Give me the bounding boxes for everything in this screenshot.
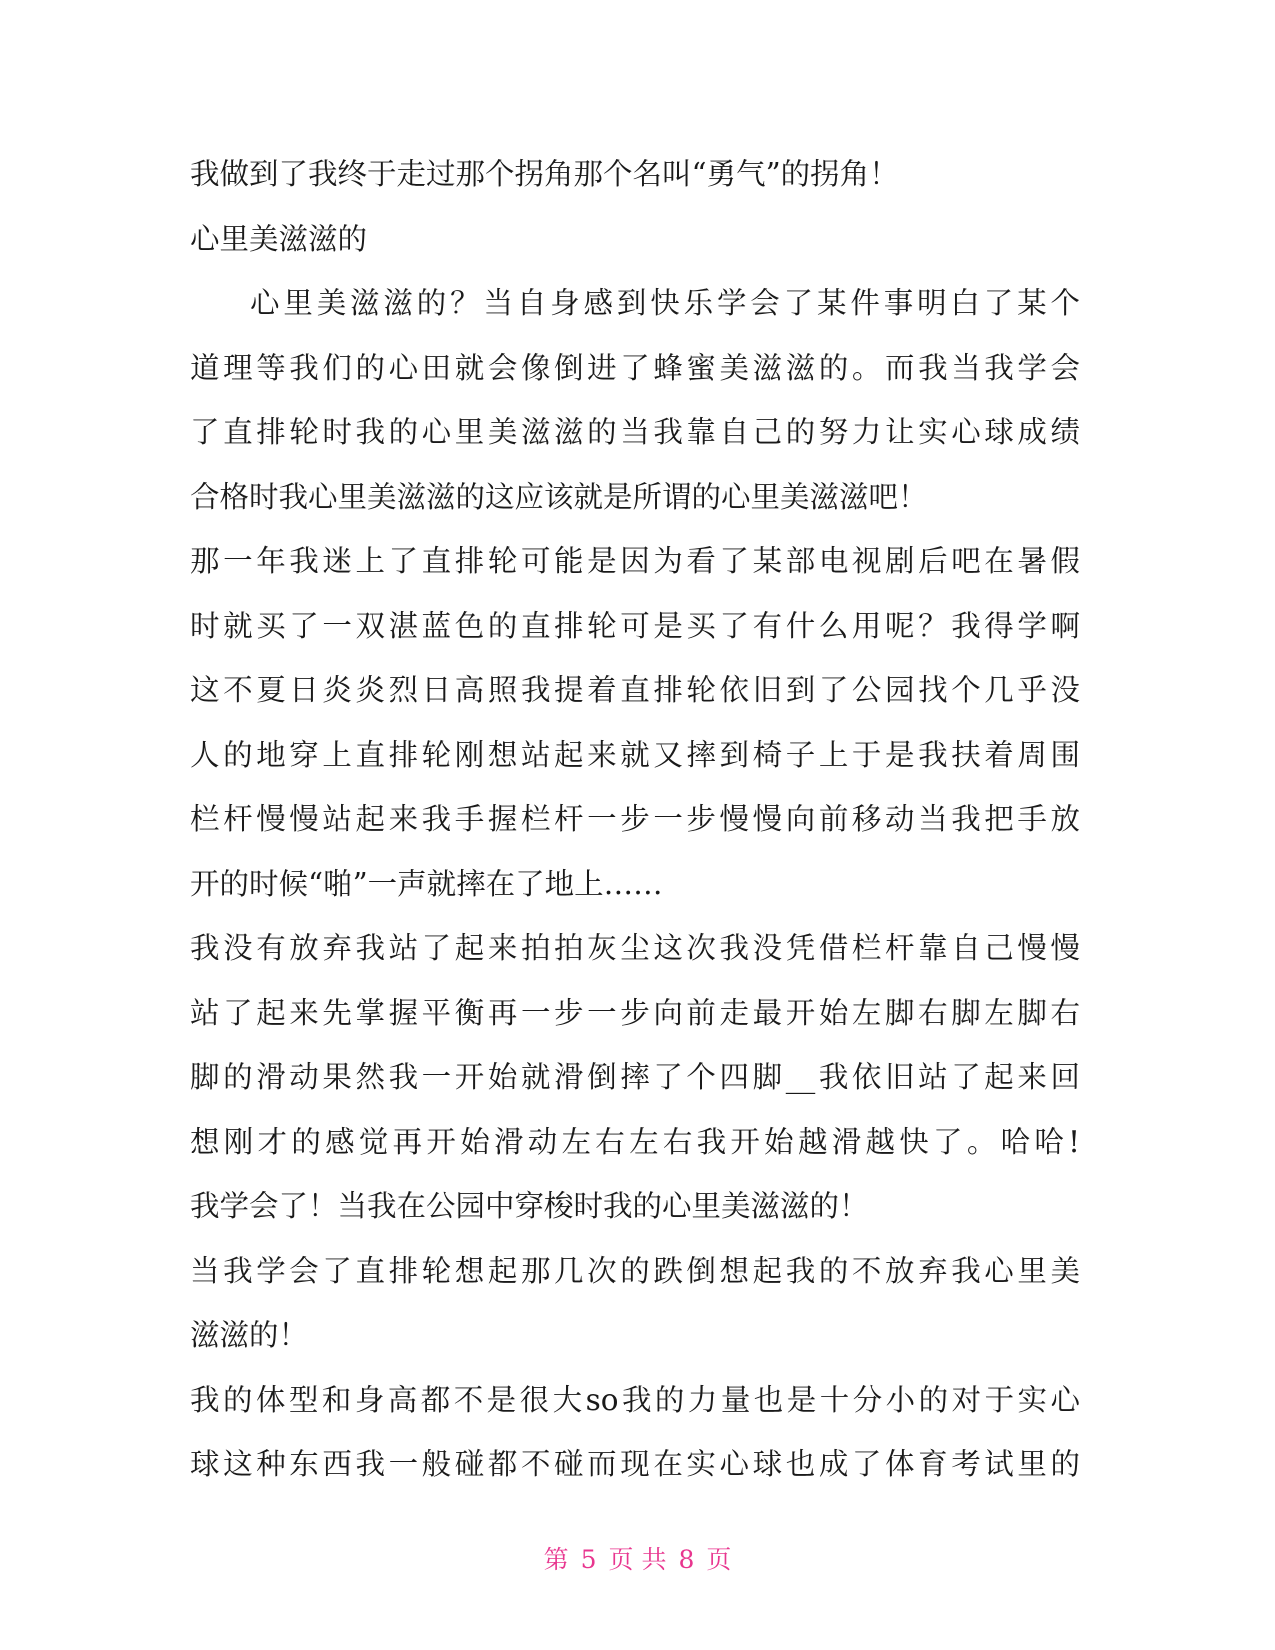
text-line: 站了起来先掌握平衡再一步一步向前走最开始左脚右脚左脚右 xyxy=(190,995,1080,1030)
text-line: 当我学会了直排轮想起那几次的跌倒想起我的不放弃我心里美 xyxy=(190,1253,1080,1288)
text-line: 栏杆慢慢站起来我手握栏杆一步一步慢慢向前移动当我把手放 xyxy=(190,802,1080,836)
text-line: 合格时我心里美滋滋的这应该就是所谓的心里美滋滋吧！ xyxy=(190,479,928,514)
text-line: 心里美滋滋的？当自身感到快乐学会了某件事明白了某个 xyxy=(250,286,1080,320)
text-line: 那一年我迷上了直排轮可能是因为看了某部电视剧后吧在暑假 xyxy=(190,544,1080,578)
text-line: 想刚才的感觉再开始滑动左右左右我开始越滑越快了。哈哈! xyxy=(190,1124,1080,1159)
page-label-suffix: 页 xyxy=(706,1545,732,1574)
text-line: 开的时候“啪”一声就摔在了地上…… xyxy=(190,866,663,901)
text-line: 这不夏日炎炎烈日高照我提着直排轮依旧到了公园找个几乎没 xyxy=(190,673,1080,707)
text-line: 我做到了我终于走过那个拐角那个名叫“勇气”的拐角！ xyxy=(190,157,899,191)
page-number: 5 xyxy=(580,1545,597,1574)
text-line: 我的体型和身高都不是很大so我的力量也是十分小的对于实心 xyxy=(190,1382,1080,1417)
text-line: 我没有放弃我站了起来拍拍灰尘这次我没凭借栏杆靠自己慢慢 xyxy=(190,931,1080,965)
text-line: 我学会了！当我在公园中穿梭时我的心里美滋滋的！ xyxy=(190,1189,869,1223)
text-line: 球这种东西我一般碰都不碰而现在实心球也成了体育考试里的 xyxy=(190,1447,1080,1481)
document-body xyxy=(190,142,1080,1497)
section-heading: 心里美滋滋的 xyxy=(190,221,368,256)
text-line: 脚的滑动果然我一开始就滑倒摔了个四脚__我依旧站了起来回 xyxy=(190,1060,1080,1094)
page-footer xyxy=(0,1540,1275,1576)
text-line: 滋滋的！ xyxy=(190,1318,309,1352)
text-line: 了直排轮时我的心里美滋滋的当我靠自己的努力让实心球成绩 xyxy=(190,415,1080,449)
text-line: 人的地穿上直排轮刚想站起来就又摔到椅子上于是我扶着周围 xyxy=(190,737,1080,772)
page-total: 8 xyxy=(678,1545,695,1574)
page-label-prefix: 第 xyxy=(543,1545,569,1574)
page-label-middle: 页 共 xyxy=(608,1545,667,1574)
text-line: 时就买了一双湛蓝色的直排轮可是买了有什么用呢？我得学啊 xyxy=(190,608,1080,643)
text-line: 道理等我们的心田就会像倒进了蜂蜜美滋滋的。而我当我学会 xyxy=(190,350,1080,385)
